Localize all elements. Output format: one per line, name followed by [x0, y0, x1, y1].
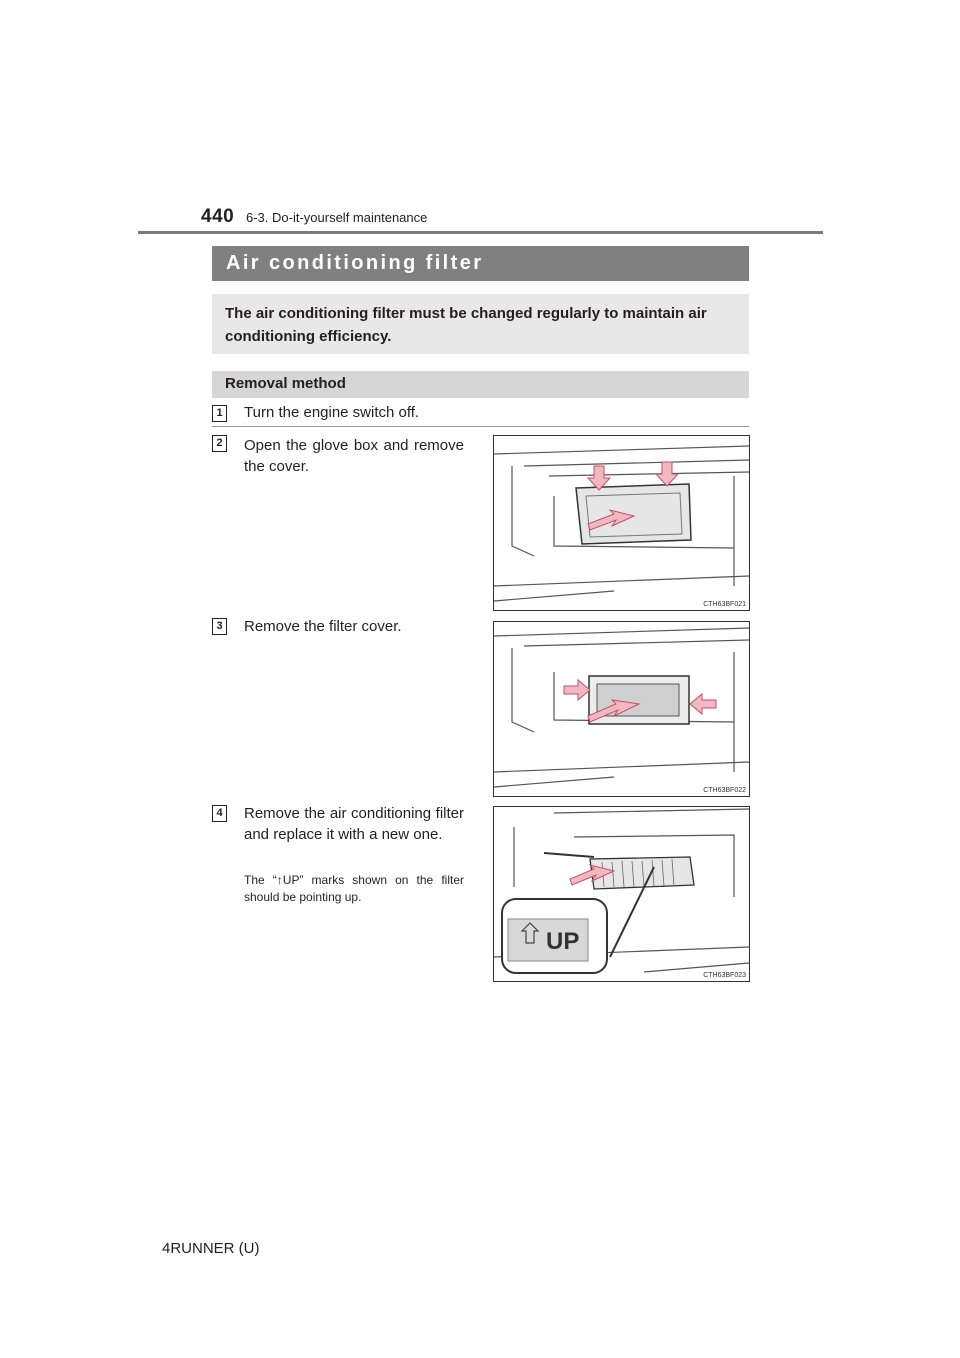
section-header: 6-3. Do-it-yourself maintenance — [246, 210, 428, 225]
step-4-number: 4 — [212, 805, 227, 822]
footer-model: 4RUNNER (U) — [162, 1240, 260, 1257]
header-rule — [138, 231, 823, 234]
step-divider — [212, 426, 749, 427]
image-code-3: CTH63BF023 — [703, 972, 746, 979]
image-code-2: CTH63BF022 — [703, 787, 746, 794]
illustration-filter-cover — [493, 621, 750, 797]
step-1-number: 1 — [212, 405, 227, 422]
title-bar — [212, 246, 749, 281]
subsection-title: Removal method — [225, 375, 346, 392]
step-2-text: Open the glove box and remove the cover. — [244, 437, 464, 475]
step-3-text: Remove the filter cover. — [244, 618, 402, 635]
intro-text: The air conditioning filter must be changed regularly to maintain air conditioning efficiency. — [225, 305, 707, 345]
illustration-glovebox-cover — [493, 435, 750, 611]
up-callout-label: UP — [546, 928, 580, 955]
page-number: 440 — [201, 206, 235, 227]
intro-box — [212, 294, 749, 354]
page-title: Air conditioning filter — [226, 252, 484, 274]
step-3-number: 3 — [212, 618, 227, 635]
step-4-text: Remove the air conditioning filter and replace it with a new one. — [244, 805, 464, 843]
step-4-note: The “↑UP” marks shown on the filter should be pointing up. — [244, 873, 464, 904]
step-2-number: 2 — [212, 435, 227, 452]
subsection-bar — [212, 371, 749, 398]
illustration-filter-replace — [493, 806, 750, 982]
image-code-1: CTH63BF021 — [703, 601, 746, 608]
step-1-text: Turn the engine switch off. — [244, 404, 420, 421]
